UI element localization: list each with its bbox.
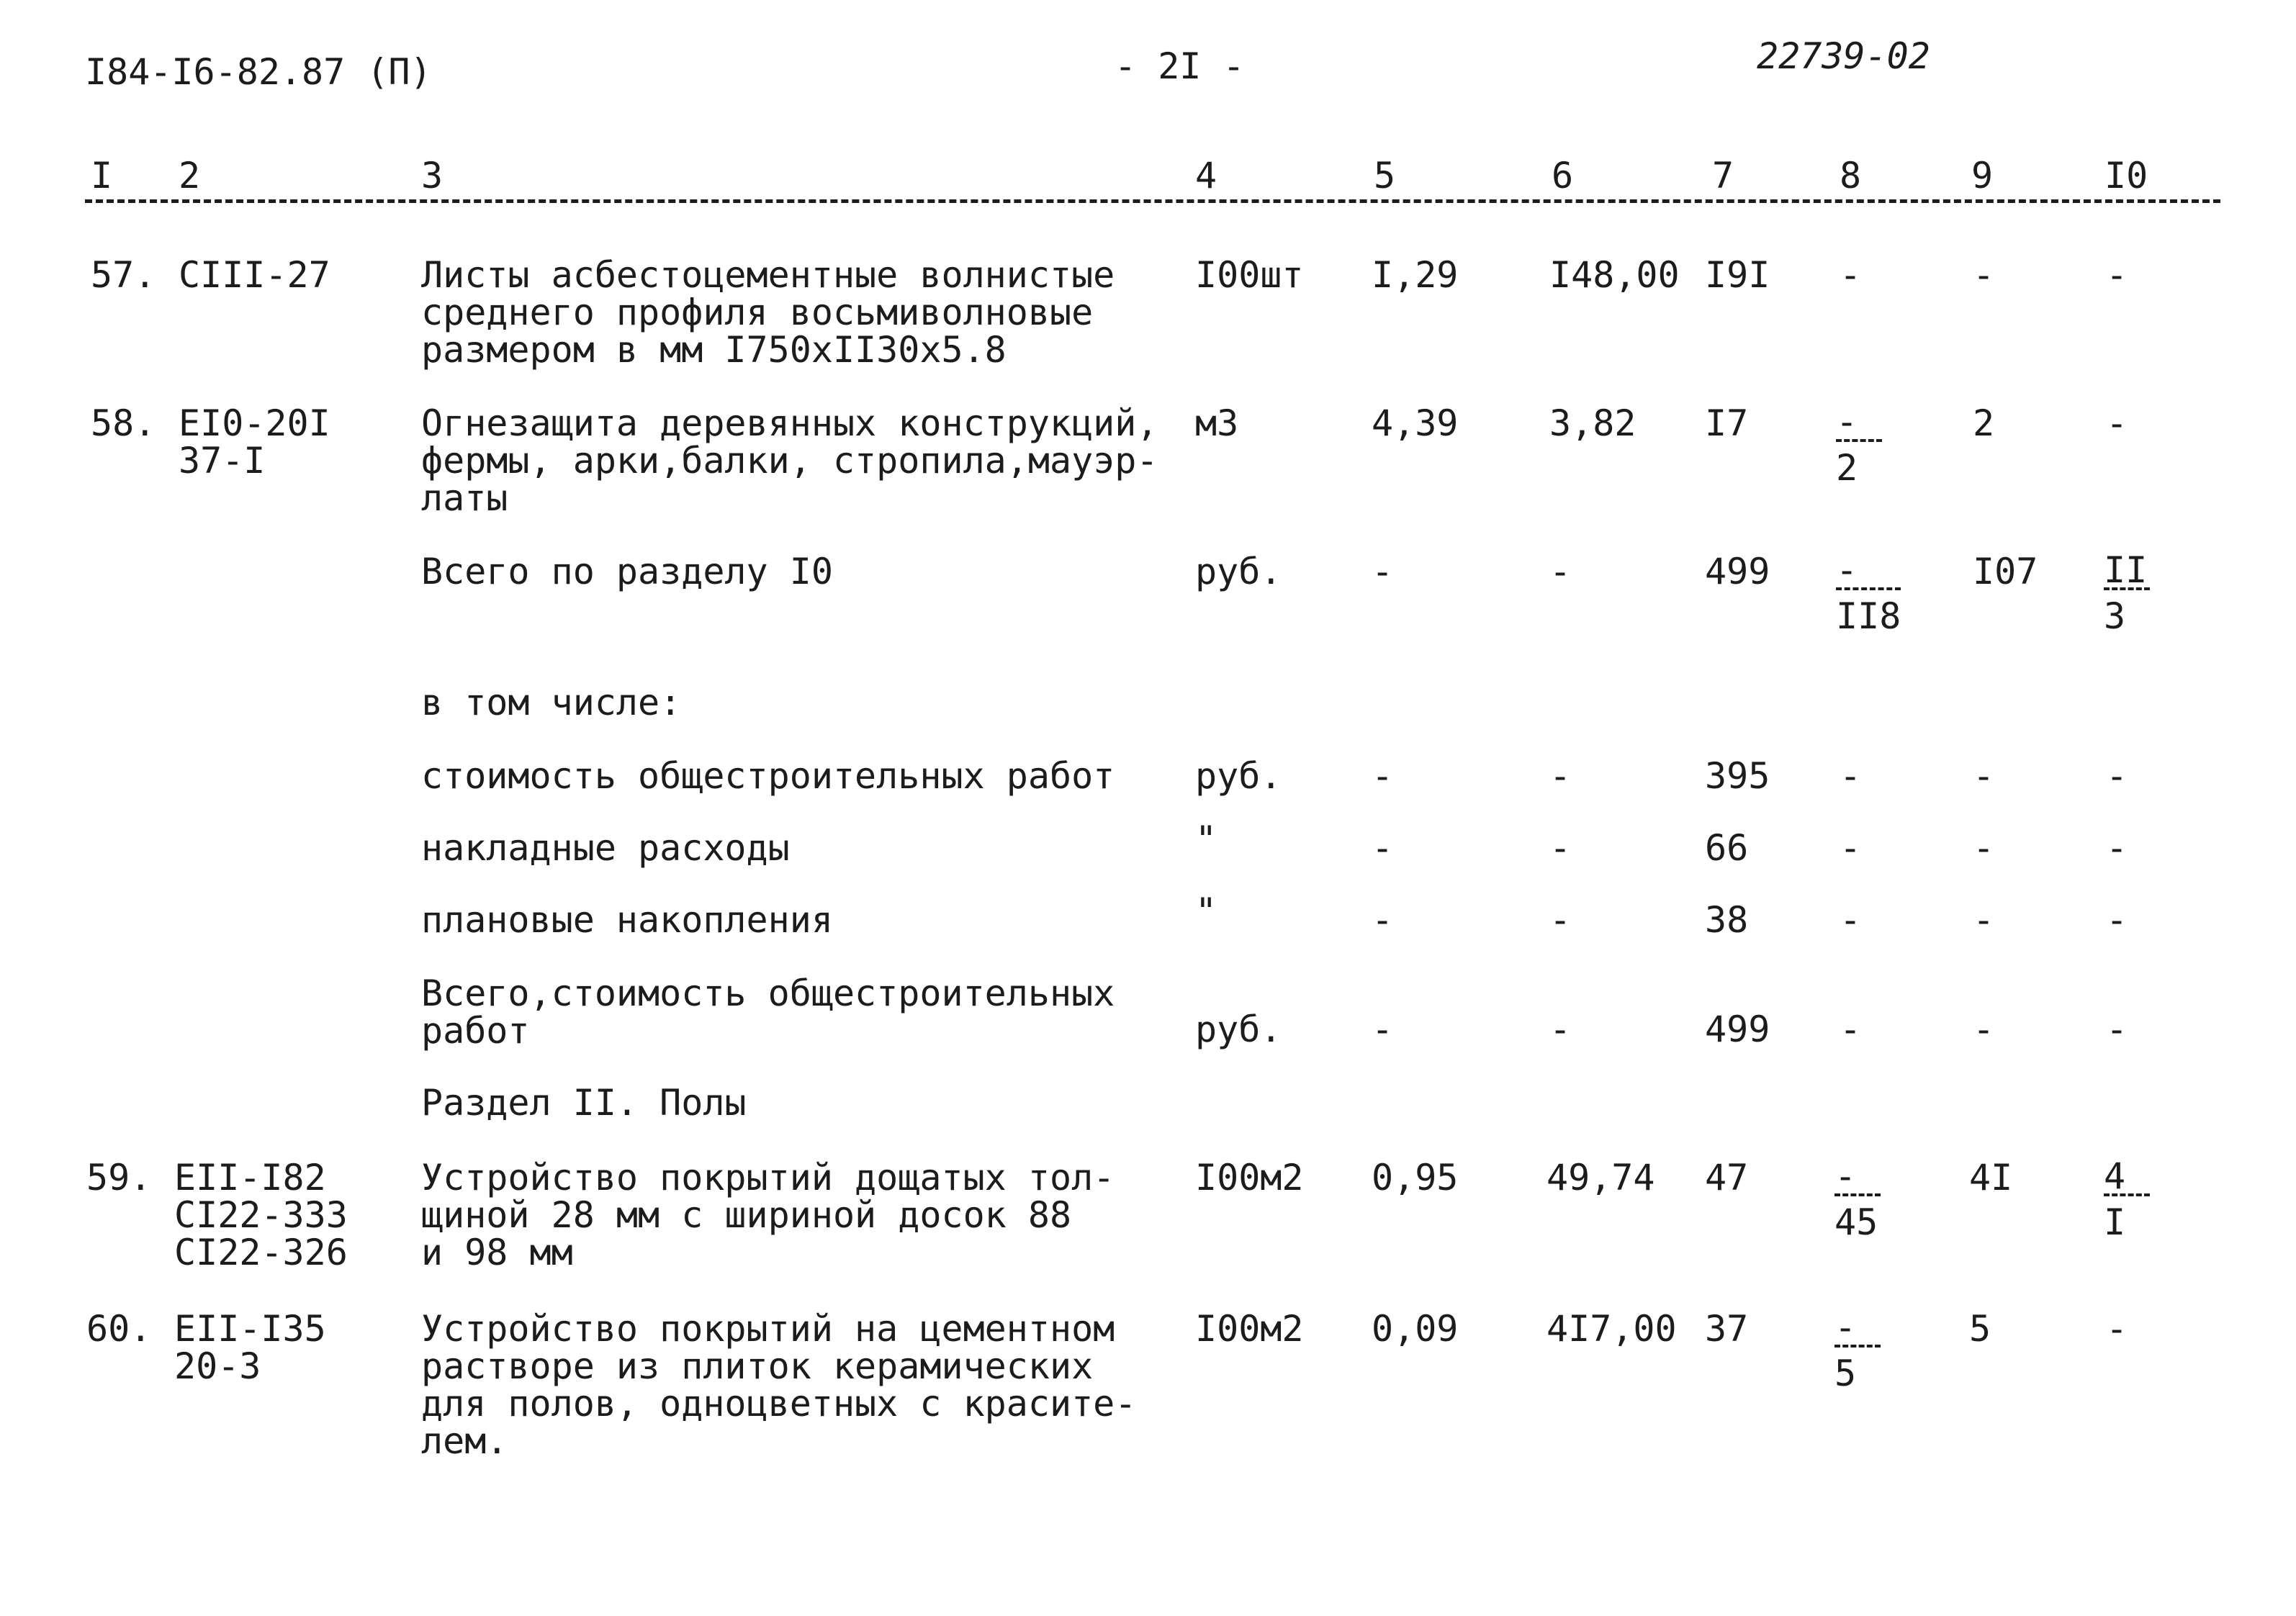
col9-value: -	[1973, 899, 1995, 941]
work-description: Всего,стоимость общестроительных работ	[421, 972, 1115, 1052]
col10-bottom: 3	[2104, 595, 2126, 637]
quantity: -	[1372, 551, 1394, 592]
work-description: Устройство покрытий дощатых тол- щиной 28 мм с шириной досок 88 и 98 мм	[421, 1157, 1115, 1273]
unit: руб.	[1195, 755, 1282, 797]
col8-top: -	[1836, 553, 1901, 590]
col10-top: 4	[2104, 1159, 2150, 1196]
quantity: -	[1372, 755, 1394, 797]
quantity: 0,09	[1372, 1308, 1459, 1350]
col9-value: -	[1973, 254, 1995, 296]
col8-value: -	[1840, 254, 1862, 296]
col9-value: I07	[1973, 551, 2038, 592]
unit-price: I48,00	[1549, 254, 1680, 296]
col8-fraction	[1836, 401, 1882, 489]
document-code: I84-I6-82.87 (П)	[85, 51, 432, 93]
col10-value: -	[2106, 755, 2128, 797]
col10-value: -	[2106, 402, 2128, 444]
col9-value: 2	[1973, 402, 1995, 444]
col9-value: -	[1973, 755, 1995, 797]
col10-value: -	[2106, 1308, 2128, 1350]
total-cost: 499	[1705, 551, 1770, 592]
col8-top: -	[1834, 1310, 1881, 1348]
quantity: -	[1372, 1008, 1394, 1050]
col10-bottom: I	[2104, 1201, 2126, 1243]
column-number: 3	[421, 155, 444, 197]
quantity: -	[1372, 899, 1394, 941]
col8-fraction	[1836, 549, 1901, 637]
total-cost: 499	[1705, 1008, 1770, 1050]
quantity: I,29	[1372, 254, 1459, 296]
unit: "	[1195, 890, 1217, 932]
total-cost: 37	[1705, 1308, 1749, 1350]
unit: I00м2	[1195, 1308, 1304, 1350]
unit-price: 49,74	[1547, 1157, 1655, 1199]
col10-top: II	[2104, 553, 2150, 590]
total-cost: I9I	[1705, 254, 1770, 296]
column-number: 6	[1552, 155, 1574, 197]
total-cost: I7	[1705, 402, 1749, 444]
quantity: 4,39	[1372, 402, 1459, 444]
work-description: в том числе:	[421, 682, 682, 723]
unit-price: -	[1549, 827, 1572, 869]
quantity: 0,95	[1372, 1157, 1459, 1199]
col8-top: -	[1836, 405, 1882, 442]
col8-fraction	[1834, 1155, 1881, 1243]
col8-bottom: 45	[1834, 1201, 1878, 1243]
unit-price: 3,82	[1549, 402, 1637, 444]
total-cost: 38	[1705, 899, 1749, 941]
col8-fraction	[1834, 1306, 1881, 1394]
row-number: 60.	[86, 1308, 152, 1350]
col9-value: -	[1973, 1008, 1995, 1050]
norm-code: CIII-27	[179, 254, 330, 296]
work-description: Всего по разделу I0	[421, 551, 833, 592]
column-number: 2	[179, 155, 201, 197]
col8-value: -	[1840, 899, 1862, 941]
unit-price: -	[1549, 1008, 1572, 1050]
total-cost: 395	[1705, 755, 1770, 797]
norm-code: EII-I35 20-3	[174, 1308, 326, 1387]
work-description: плановые накопления	[421, 899, 833, 941]
unit-price: 4I7,00	[1547, 1308, 1677, 1350]
section-heading: Раздел II. Полы	[421, 1082, 747, 1124]
col9-value: -	[1973, 827, 1995, 869]
page-number: - 2I -	[1115, 45, 1245, 87]
unit: I00м2	[1195, 1157, 1304, 1199]
row-number: 59.	[86, 1157, 152, 1199]
col9-value: 4I	[1969, 1157, 2013, 1199]
unit: м3	[1195, 402, 1239, 444]
col8-value: -	[1840, 1008, 1862, 1050]
column-number: 7	[1712, 155, 1734, 197]
col8-top: -	[1834, 1159, 1881, 1196]
work-description: Листы асбестоцементные волнистые среднего профиля восьмиволновые размером в мм I750xII30x5.8	[421, 254, 1115, 371]
unit: руб.	[1195, 551, 1282, 592]
col10-value: -	[2106, 1008, 2128, 1050]
unit-price: -	[1549, 551, 1572, 592]
col10-fraction	[2104, 549, 2150, 637]
archive-stamp: 22739-02	[1757, 35, 1930, 77]
col8-bottom: 2	[1836, 447, 1858, 489]
unit-price: -	[1549, 755, 1572, 797]
work-description: Устройство покрытий на цементном растворе из плиток керамических для полов, одноцветных с красите- лем.	[421, 1308, 1137, 1462]
unit: руб.	[1195, 1008, 1282, 1050]
row-number: 58.	[91, 402, 156, 444]
col8-bottom: II8	[1836, 595, 1901, 637]
column-number: 4	[1195, 155, 1217, 197]
column-number: 8	[1840, 155, 1862, 197]
column-number: 9	[1971, 155, 1994, 197]
col10-fraction	[2104, 1155, 2150, 1243]
work-description: стоимость общестроительных работ	[421, 755, 1115, 797]
col8-bottom: 5	[1834, 1353, 1857, 1394]
col8-value: -	[1840, 827, 1862, 869]
total-cost: 66	[1705, 827, 1749, 869]
unit-price: -	[1549, 899, 1572, 941]
unit: I00шт	[1195, 254, 1304, 296]
unit: "	[1195, 818, 1217, 860]
col8-value: -	[1840, 755, 1862, 797]
work-description: Огнезащита деревянных конструкций, фермы, арки,балки, стропила,мауэр- латы	[421, 402, 1158, 519]
header-divider	[85, 199, 2220, 203]
column-number: I	[91, 155, 113, 197]
col10-value: -	[2106, 899, 2128, 941]
col9-value: 5	[1969, 1308, 1991, 1350]
quantity: -	[1372, 827, 1394, 869]
column-number: I0	[2104, 155, 2148, 197]
total-cost: 47	[1705, 1157, 1749, 1199]
norm-code: EI0-20I 37-I	[179, 402, 330, 482]
col10-value: -	[2106, 254, 2128, 296]
norm-code: EII-I82 CI22-333 CI22-326	[174, 1157, 348, 1273]
col10-value: -	[2106, 827, 2128, 869]
row-number: 57.	[91, 254, 156, 296]
work-description: накладные расходы	[421, 827, 790, 869]
column-number: 5	[1374, 155, 1396, 197]
